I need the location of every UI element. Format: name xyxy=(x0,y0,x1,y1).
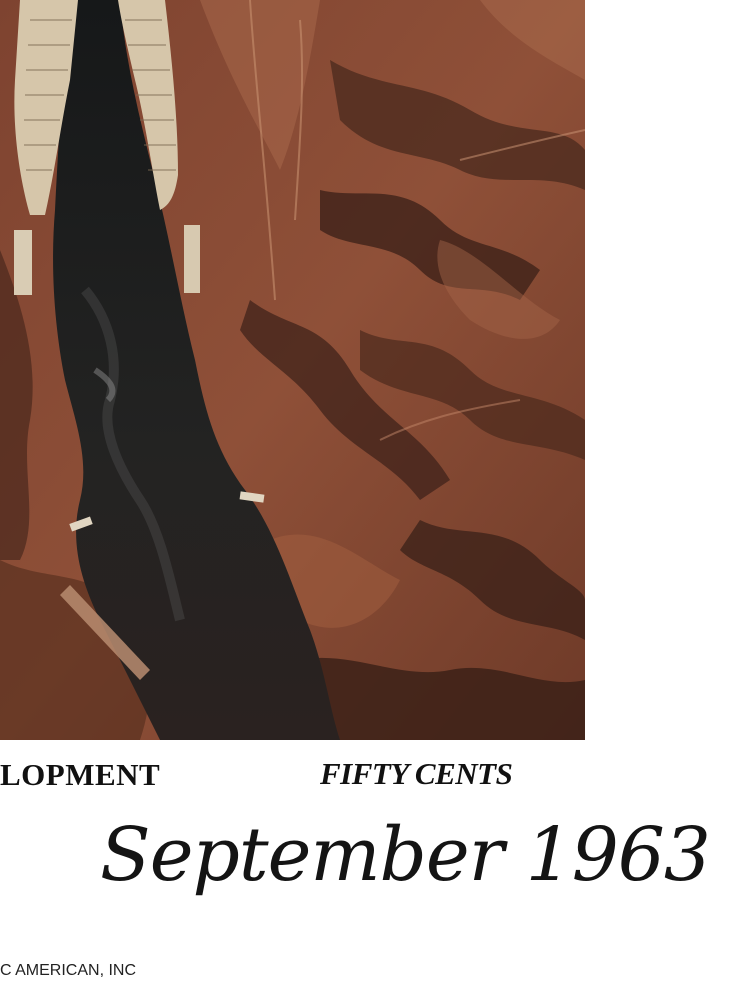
copyright-notice: C AMERICAN, INC xyxy=(0,962,137,979)
spillway-structure xyxy=(184,225,200,293)
issue-date: September 1963 xyxy=(100,812,710,898)
cover-price: FIFTY CENTS xyxy=(320,756,513,791)
spillway-structure xyxy=(14,230,32,295)
cover-headline-fragment: LOPMENT xyxy=(0,757,161,792)
